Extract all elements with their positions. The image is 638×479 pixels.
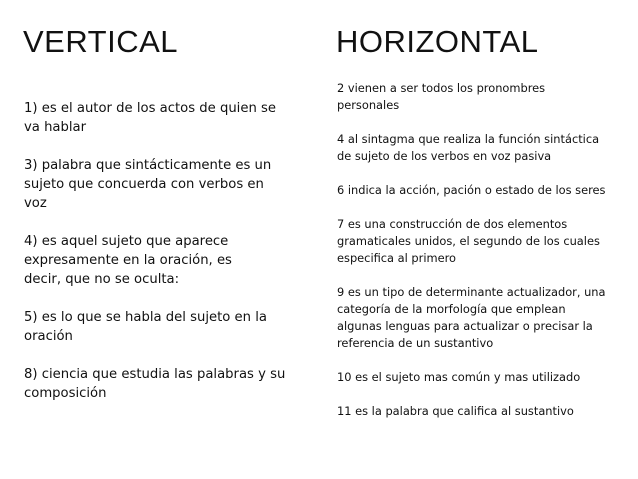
clue-line: 11 es la palabra que califica al sustantivo (337, 404, 574, 418)
vertical-clue (24, 232, 285, 289)
vertical-clue (24, 99, 285, 137)
clue-line: decir, que no se oculta: (24, 272, 180, 287)
horizontal-clue (337, 369, 606, 386)
clue-line: 1) es el autor de los actos de quien se (24, 101, 276, 116)
clue-line: 2 vienen a ser todos los pronombres (337, 81, 546, 95)
horizontal-clue (337, 284, 606, 352)
vertical-clue (24, 308, 285, 346)
horizontal-clue (337, 403, 606, 420)
clue-line: gramaticales unidos, el segundo de los cuales (337, 234, 600, 248)
vertical-heading: VERTICAL (23, 24, 179, 59)
clue-line: 5) es lo que se habla del sujeto en la (24, 310, 267, 325)
horizontal-clue (337, 216, 606, 267)
clue-line: voz (24, 196, 47, 211)
clue-line: 7 es una construcción de dos elementos (337, 217, 568, 231)
horizontal-clue (337, 80, 606, 114)
clue-line: personales (337, 98, 400, 112)
clue-line: expresamente en la oración, es (24, 253, 232, 268)
clue-line: 4) es aquel sujeto que aparece (24, 234, 229, 249)
clue-line: algunas lenguas para actualizar o precisar la (337, 319, 593, 333)
clue-line: sujeto que concuerda con verbos en (24, 177, 264, 192)
clue-line: especifica al primero (337, 251, 456, 265)
clue-line: composición (24, 386, 107, 401)
clue-line: 4 al sintagma que realiza la función sintáctica (337, 132, 600, 146)
vertical-clues (24, 99, 285, 422)
clue-line: categoría de la morfología que emplean (337, 302, 566, 316)
vertical-clue (24, 365, 285, 403)
clue-line: 9 es un tipo de determinante actualizador, una (337, 285, 606, 299)
horizontal-clue (337, 182, 606, 199)
horizontal-clue (337, 131, 606, 165)
vertical-clue (24, 156, 285, 213)
clue-line: referencia de un sustantivo (337, 336, 494, 350)
clue-line: 10 es el sujeto mas común y mas utilizado (337, 370, 581, 384)
clue-line: oración (24, 329, 73, 344)
clue-line: 3) palabra que sintácticamente es un (24, 158, 272, 173)
clue-line: 6 indica la acción, pación o estado de los seres (337, 183, 606, 197)
clue-line: va hablar (24, 120, 87, 135)
horizontal-heading: HORIZONTAL (336, 24, 539, 59)
clue-line: de sujeto de los verbos en voz pasiva (337, 149, 552, 163)
clue-line: 8) ciencia que estudia las palabras y su (24, 367, 286, 382)
horizontal-clues (337, 80, 606, 437)
